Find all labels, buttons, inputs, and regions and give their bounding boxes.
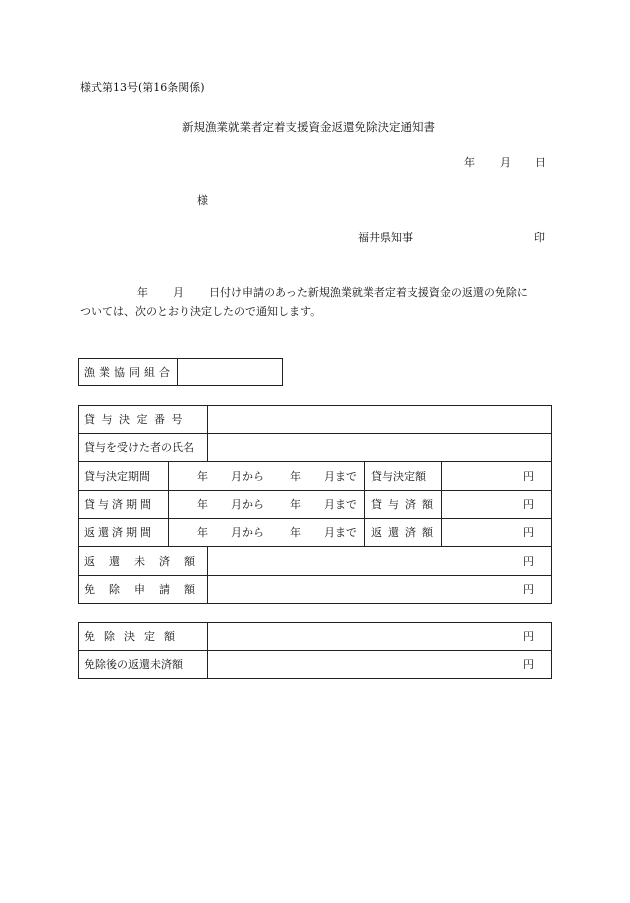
main-table-rule: [78, 575, 552, 576]
body-month: 月: [173, 286, 184, 299]
date-year: 年: [464, 156, 475, 169]
period-label: 貸与決定期間: [84, 470, 150, 483]
amount-label: 貸与決定額: [371, 470, 426, 483]
period-end-year: 年: [290, 526, 301, 539]
document-title: 新規漁業就業者定着支援資金返還免除決定通知書: [182, 120, 435, 134]
yen-unit: 円: [523, 470, 534, 483]
result-table-col: [207, 622, 208, 679]
body-line2: ついては、次のとおり決定したので通知します。: [80, 305, 322, 318]
addressee-suffix: 様: [197, 194, 208, 207]
period-label: 返還済期間: [84, 526, 154, 539]
remaining-label: 免除後の返還未済額: [84, 658, 183, 671]
period-start-month: 月から: [231, 498, 264, 511]
body-line1: 日付け申請のあった新規漁業就業者定着支援資金の返還の免除に: [209, 286, 528, 299]
yen-unit: 円: [523, 498, 534, 511]
period-start-year: 年: [197, 470, 208, 483]
exemption-request-unit: 円: [523, 583, 534, 596]
unpaid-label: 返還未済額: [84, 555, 209, 568]
period-start-year: 年: [197, 526, 208, 539]
loan-number-value: [208, 406, 551, 433]
body-year: 年: [137, 286, 148, 299]
period-end-month: 月まで: [324, 526, 357, 539]
main-table-col: [441, 461, 442, 547]
main-table-col: [168, 461, 169, 547]
remaining-unit: 円: [523, 658, 534, 671]
period-label: 貸与済期間: [84, 498, 154, 511]
unpaid-unit: 円: [523, 555, 534, 568]
cooperative-label-text: 漁業協同組合: [84, 366, 174, 379]
exemption-request-label: 免除申請額: [84, 583, 209, 596]
recipient-name-value: [208, 434, 551, 461]
date-month: 月: [500, 156, 511, 169]
result-table-rule: [78, 650, 552, 651]
period-end-month: 月まで: [324, 498, 357, 511]
amount-label: 貸与済額: [371, 498, 439, 511]
recipient-name-label: 貸与を受けた者の氏名: [84, 441, 194, 454]
loan-number-label: 貸与決定番号: [84, 413, 189, 426]
period-start-month: 月から: [231, 470, 264, 483]
period-start-month: 月から: [231, 526, 264, 539]
period-end-month: 月まで: [324, 470, 357, 483]
exemption-decision-label: 免除決定額: [84, 630, 184, 643]
yen-unit: 円: [523, 526, 534, 539]
period-end-year: 年: [290, 498, 301, 511]
cooperative-label: [84, 367, 172, 378]
amount-label: 返還済額: [371, 526, 439, 539]
issuer: 福井県知事: [358, 231, 413, 244]
form-number: 様式第13号(第16条関係): [80, 81, 205, 94]
date-day: 日: [535, 156, 546, 169]
main-table-rule: [78, 490, 552, 491]
main-table-rule: [78, 546, 552, 547]
period-end-year: 年: [290, 470, 301, 483]
main-table-rule: [78, 518, 552, 519]
main-table-col: [364, 461, 365, 547]
cooperative-value: [178, 359, 282, 385]
main-table-rule: [78, 461, 552, 462]
seal-mark: 印: [534, 231, 545, 244]
exemption-decision-unit: 円: [523, 630, 534, 643]
period-start-year: 年: [197, 498, 208, 511]
